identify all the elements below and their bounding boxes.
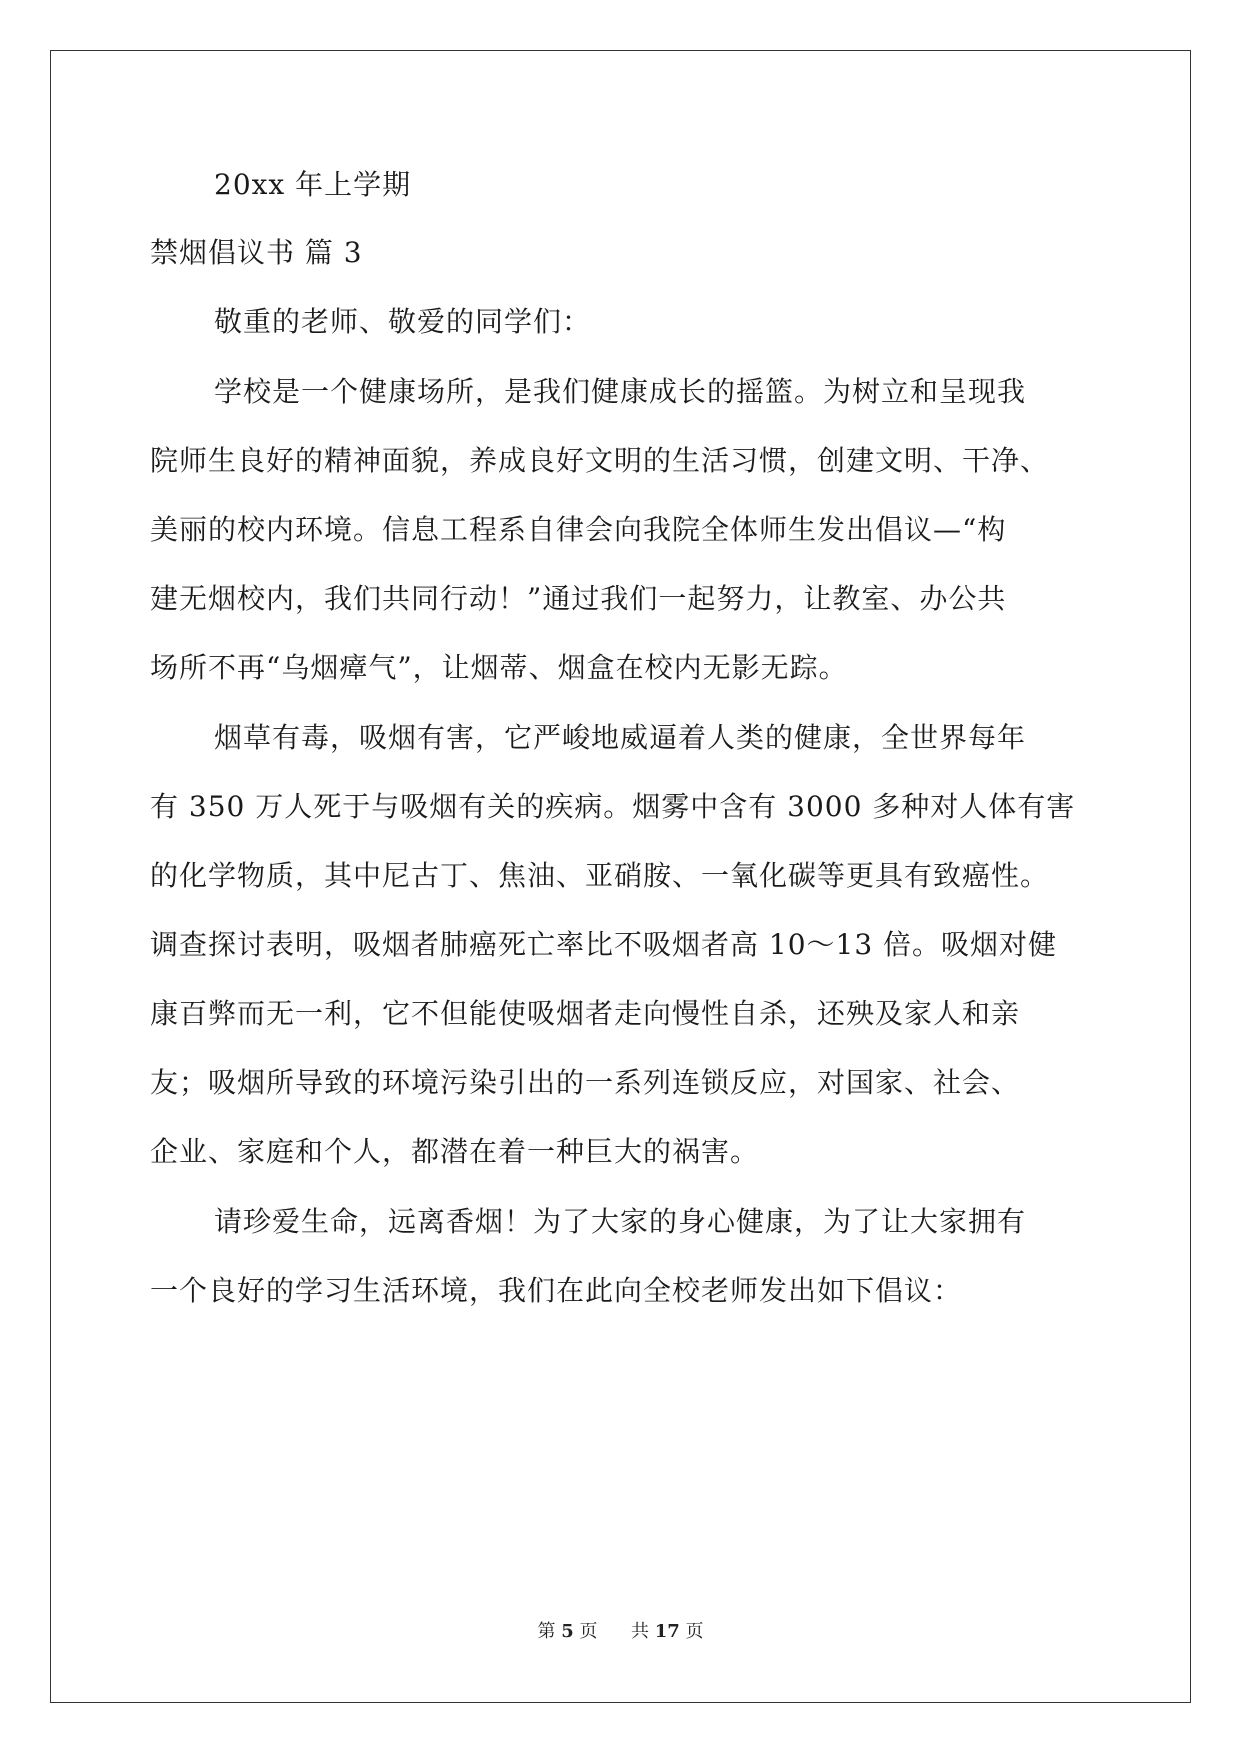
paragraph-2-line-6: 友；吸烟所导致的环境污染引出的一系列连锁反应，对国家、社会、: [150, 1066, 1021, 1099]
total-page-count: 17: [654, 1621, 680, 1642]
paragraph-2-line-5: 康百弊而无一利，它不但能使吸烟者走向慢性自杀，还殃及家人和亲: [150, 997, 1021, 1030]
semester-line: 20xx 年上学期: [214, 168, 412, 201]
paragraph-2-line-4: 调查探讨表明，吸烟者肺癌死亡率比不吸烟者高 10～13 倍。吸烟对健: [150, 928, 1058, 961]
page-unit: 页: [579, 1621, 598, 1642]
paragraph-2-line-7: 企业、家庭和个人，都潜在着一种巨大的祸害。: [150, 1135, 760, 1168]
page-prefix: 第: [537, 1621, 556, 1642]
paragraph-2-line-2: 有 350 万人死于与吸烟有关的疾病。烟雾中含有 3000 多种对人体有害: [150, 790, 1076, 823]
salutation: 敬重的老师、敬爱的同学们：: [214, 305, 592, 338]
current-page-number: 5: [561, 1621, 574, 1642]
paragraph-3-line-2: 一个良好的学习生活环境，我们在此向全校老师发出如下倡议：: [150, 1274, 963, 1307]
paragraph-3-line-1: 请珍爱生命，远离香烟！为了大家的身心健康，为了让大家拥有: [214, 1205, 1027, 1238]
paragraph-1-line-4: 建无烟校内，我们共同行动！”通过我们一起努力，让教室、办公共: [150, 582, 1007, 615]
page-footer: [0, 1620, 1241, 1644]
paragraph-1-line-5: 场所不再“乌烟瘴气”，让烟蒂、烟盒在校内无影无踪。: [150, 651, 848, 684]
total-unit: 页: [685, 1621, 704, 1642]
paragraph-1-line-2: 院师生良好的精神面貌，养成良好文明的生活习惯，创建文明、干净、: [150, 444, 1050, 477]
paragraph-2-line-1: 烟草有毒，吸烟有害，它严峻地威逼着人类的健康，全世界每年: [214, 721, 1027, 754]
paragraph-1-line-1: 学校是一个健康场所，是我们健康成长的摇篮。为树立和呈现我: [214, 375, 1027, 408]
paragraph-2-line-3: 的化学物质，其中尼古丁、焦油、亚硝胺、一氧化碳等更具有致癌性。: [150, 859, 1050, 892]
total-prefix: 共: [630, 1621, 649, 1642]
paragraph-1-line-3: 美丽的校内环境。信息工程系自律会向我院全体师生发出倡议—“构: [150, 513, 1007, 546]
section-heading: 禁烟倡议书 篇 3: [150, 236, 363, 269]
